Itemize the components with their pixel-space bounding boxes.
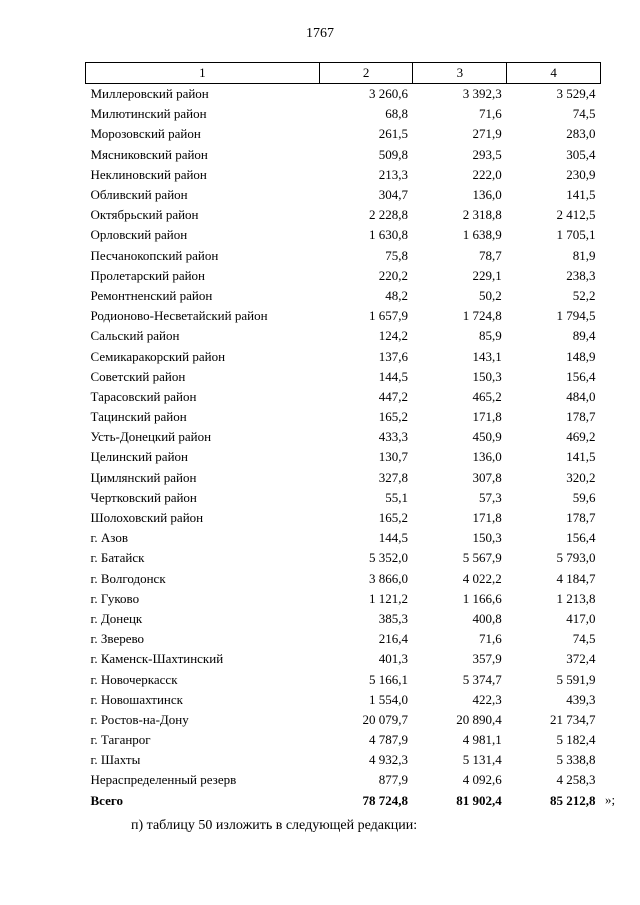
territory-name-cell: Целинский район [90, 449, 188, 465]
value-cell-col3: 5 374,7 [462, 671, 502, 687]
territory-name-cell: Неклиновский район [90, 166, 207, 182]
value-cell-col4: 178,7 [566, 510, 596, 526]
table-row [86, 690, 601, 710]
territory-name-cell: Октябрьский район [90, 207, 199, 223]
value-cell-col3: 171,8 [472, 510, 502, 526]
table-row [86, 508, 601, 528]
value-cell-col4: 156,4 [566, 368, 596, 384]
table-row [86, 266, 601, 286]
table-row [86, 367, 601, 387]
value-cell-col2: 327,8 [378, 469, 408, 485]
territory-name-cell: Мясниковский район [90, 146, 208, 162]
value-cell-col3: 222,0 [472, 166, 502, 182]
territory-name-cell: г. Гуково [90, 590, 140, 606]
value-cell-col2: 165,2 [378, 409, 408, 425]
table-row [86, 346, 601, 366]
value-cell-col4: 283,0 [566, 126, 596, 142]
value-cell-col4: 417,0 [566, 610, 596, 626]
territory-name-cell: г. Каменск-Шахтинский [90, 651, 224, 667]
value-cell-col2: 75,8 [385, 247, 408, 263]
column-header: 3 [413, 63, 507, 84]
value-cell-col3: 229,1 [472, 267, 502, 283]
territory-name-cell: Песчанокопский район [90, 247, 219, 263]
table-row [86, 427, 601, 447]
value-cell-col2: 1 630,8 [368, 227, 408, 243]
value-cell-col2: 220,2 [378, 267, 408, 283]
territory-name-cell: Советский район [90, 368, 186, 384]
value-cell-col4: 21 734,7 [550, 711, 596, 727]
table-body [86, 84, 601, 811]
territory-name-cell: Семикаракорский район [90, 348, 226, 364]
value-cell-col3: 5 567,9 [462, 550, 502, 566]
value-cell-col3: 71,6 [478, 106, 502, 122]
value-cell-col2: 3 866,0 [368, 570, 408, 586]
value-cell-col3: 4 022,2 [462, 570, 502, 586]
value-cell-col2: 144,5 [378, 530, 408, 546]
table-row [86, 145, 601, 165]
value-cell-col4: 178,7 [566, 409, 596, 425]
value-cell-col2: 78 724,8 [362, 792, 408, 808]
value-cell-col4: 5 182,4 [556, 732, 596, 748]
value-cell-col3: 171,8 [472, 409, 502, 425]
value-cell-col4: 1 705,1 [556, 227, 596, 243]
territory-name-cell: Всего [90, 792, 123, 808]
territory-name-cell: г. Донецк [90, 610, 143, 626]
value-cell-col4: 1 213,8 [556, 590, 596, 606]
table-row [86, 710, 601, 730]
table-row [86, 730, 601, 750]
value-cell-col4: 85 212,8 [550, 792, 596, 808]
value-cell-col4: 89,4 [572, 328, 596, 344]
column-header: 4 [507, 63, 601, 84]
table-row [86, 205, 601, 225]
value-cell-col2: 4 932,3 [368, 752, 408, 768]
value-cell-col4: 52,2 [572, 287, 596, 303]
table-row [86, 750, 601, 770]
value-cell-col2: 124,2 [378, 328, 408, 344]
value-cell-col3: 5 131,4 [462, 752, 502, 768]
table-total-row [86, 791, 601, 811]
table-row [86, 165, 601, 185]
territory-name-cell: Сальский район [90, 328, 180, 344]
territory-name-cell: Морозовский район [90, 126, 201, 142]
value-cell-col3: 143,1 [472, 348, 502, 364]
column-header: 1 [86, 63, 320, 84]
territory-name-cell: г. Ростов-на-Дону [90, 711, 189, 727]
value-cell-col3: 4 092,6 [462, 772, 502, 788]
territory-name-cell: Родионово-Несветайский район [90, 308, 268, 324]
table-row [86, 387, 601, 407]
value-cell-col3: 150,3 [472, 368, 502, 384]
value-cell-col2: 385,3 [378, 610, 408, 626]
table-row [86, 770, 601, 790]
value-cell-col2: 4 787,9 [368, 732, 408, 748]
value-cell-col4: 59,6 [572, 489, 596, 505]
value-cell-col2: 144,5 [378, 368, 408, 384]
value-cell-col3: 2 318,8 [462, 207, 502, 223]
value-cell-col3: 150,3 [472, 530, 502, 546]
value-cell-col2: 509,8 [378, 146, 408, 162]
value-cell-col3: 1 166,6 [462, 590, 502, 606]
budget-table [85, 62, 601, 811]
value-cell-col4: 230,9 [566, 166, 596, 182]
table-row [86, 548, 601, 568]
territory-name-cell: г. Таганрог [90, 732, 151, 748]
value-cell-col4: 238,3 [566, 267, 596, 283]
value-cell-col2: 5 166,1 [368, 671, 408, 687]
table-row [86, 84, 601, 105]
value-cell-col4: 148,9 [566, 348, 596, 364]
value-cell-col2: 165,2 [378, 510, 408, 526]
value-cell-col4: 156,4 [566, 530, 596, 546]
value-cell-col2: 68,8 [385, 106, 408, 122]
value-cell-col2: 1 121,2 [368, 590, 408, 606]
territory-name-cell: г. Батайск [90, 550, 145, 566]
territory-name-cell: Нераспределенный резерв [90, 772, 237, 788]
value-cell-col4: 74,5 [572, 631, 596, 647]
value-cell-col2: 401,3 [378, 651, 408, 667]
territory-name-cell: г. Волгодонск [90, 570, 166, 586]
value-cell-col4: 439,3 [566, 691, 596, 707]
page-number: 1767 [306, 26, 334, 41]
value-cell-col3: 85,9 [478, 328, 502, 344]
territory-name-cell: Шолоховский район [90, 510, 204, 526]
table-row [86, 569, 601, 589]
value-cell-col3: 422,3 [472, 691, 502, 707]
closing-quote-mark: »; [605, 792, 616, 807]
table-row [86, 246, 601, 266]
value-cell-col3: 57,3 [478, 489, 502, 505]
value-cell-col3: 357,9 [472, 651, 502, 667]
table-row [86, 609, 601, 629]
value-cell-col3: 50,2 [478, 287, 502, 303]
value-cell-col2: 877,9 [378, 772, 408, 788]
table-row [86, 629, 601, 649]
territory-name-cell: Тарасовский район [90, 388, 197, 404]
value-cell-col3: 1 638,9 [462, 227, 502, 243]
territory-name-cell: Тацинский район [90, 409, 187, 425]
value-cell-col2: 20 079,7 [362, 711, 408, 727]
value-cell-col2: 48,2 [385, 287, 408, 303]
table-row [86, 669, 601, 689]
value-cell-col4: 5 793,0 [556, 550, 596, 566]
value-cell-col2: 213,3 [378, 166, 408, 182]
table-row [86, 124, 601, 144]
territory-name-cell: Обливский район [90, 187, 188, 203]
value-cell-col3: 450,9 [472, 429, 502, 445]
table-row [86, 649, 601, 669]
value-cell-col3: 307,8 [472, 469, 502, 485]
value-cell-col4: 141,5 [566, 187, 596, 203]
value-cell-col2: 1 657,9 [368, 308, 408, 324]
value-cell-col2: 1 554,0 [368, 691, 408, 707]
value-cell-col2: 261,5 [378, 126, 408, 142]
value-cell-col4: 4 184,7 [556, 570, 596, 586]
territory-name-cell: г. Шахты [90, 752, 141, 768]
territory-name-cell: г. Азов [90, 530, 128, 546]
value-cell-col3: 136,0 [472, 449, 502, 465]
value-cell-col4: 320,2 [566, 469, 596, 485]
table-row [86, 447, 601, 467]
value-cell-col2: 447,2 [378, 388, 408, 404]
value-cell-col2: 5 352,0 [368, 550, 408, 566]
value-cell-col4: 2 412,5 [556, 207, 596, 223]
table-row [86, 306, 601, 326]
value-cell-col4: 74,5 [572, 106, 596, 122]
table-row [86, 488, 601, 508]
value-cell-col3: 271,9 [472, 126, 502, 142]
territory-name-cell: Чертковский район [90, 489, 197, 505]
value-cell-col3: 136,0 [472, 187, 502, 203]
value-cell-col2: 130,7 [378, 449, 408, 465]
value-cell-col4: 372,4 [566, 651, 596, 667]
value-cell-col4: 4 258,3 [556, 772, 596, 788]
value-cell-col3: 71,6 [478, 631, 502, 647]
value-cell-col2: 304,7 [378, 187, 408, 203]
value-cell-col4: 305,4 [566, 146, 596, 162]
table-row [86, 528, 601, 548]
table-header-row [86, 63, 601, 84]
amendment-note: п) таблицу 50 изложить в следующей редакции: [131, 818, 418, 833]
value-cell-col4: 5 338,8 [556, 752, 596, 768]
value-cell-col4: 469,2 [566, 429, 596, 445]
value-cell-col2: 55,1 [385, 489, 408, 505]
territory-name-cell: Пролетарский район [90, 267, 206, 283]
territory-name-cell: Миллеровский район [90, 86, 209, 102]
value-cell-col4: 81,9 [572, 247, 596, 263]
territory-name-cell: Цимлянский район [90, 469, 197, 485]
value-cell-col2: 2 228,8 [368, 207, 408, 223]
territory-name-cell: г. Новочеркасск [90, 671, 178, 687]
territory-name-cell: Милютинский район [90, 106, 207, 122]
value-cell-col3: 400,8 [472, 610, 502, 626]
value-cell-col2: 3 260,6 [368, 86, 408, 102]
value-cell-col2: 216,4 [378, 631, 408, 647]
territory-name-cell: Ремонтненский район [90, 287, 213, 303]
table-row [86, 468, 601, 488]
value-cell-col4: 5 591,9 [556, 671, 596, 687]
table-row [86, 104, 601, 124]
value-cell-col2: 433,3 [378, 429, 408, 445]
value-cell-col3: 293,5 [472, 146, 502, 162]
value-cell-col4: 1 794,5 [556, 308, 596, 324]
value-cell-col3: 4 981,1 [462, 732, 502, 748]
territory-name-cell: г. Новошахтинск [90, 691, 183, 707]
value-cell-col3: 465,2 [472, 388, 502, 404]
value-cell-col3: 81 902,4 [456, 792, 502, 808]
territory-name-cell: Орловский район [90, 227, 188, 243]
table-row [86, 589, 601, 609]
value-cell-col3: 1 724,8 [462, 308, 502, 324]
value-cell-col3: 20 890,4 [456, 711, 502, 727]
value-cell-col4: 484,0 [566, 388, 596, 404]
value-cell-col3: 78,7 [478, 247, 502, 263]
column-header: 2 [319, 63, 413, 84]
table-row [86, 225, 601, 245]
table-row [86, 326, 601, 346]
value-cell-col4: 141,5 [566, 449, 596, 465]
value-cell-col2: 137,6 [378, 348, 408, 364]
value-cell-col3: 3 392,3 [462, 86, 502, 102]
table-row [86, 185, 601, 205]
territory-name-cell: г. Зверево [90, 631, 145, 647]
territory-name-cell: Усть-Донецкий район [90, 429, 212, 445]
table-row [86, 286, 601, 306]
value-cell-col4: 3 529,4 [556, 86, 596, 102]
table-row [86, 407, 601, 427]
